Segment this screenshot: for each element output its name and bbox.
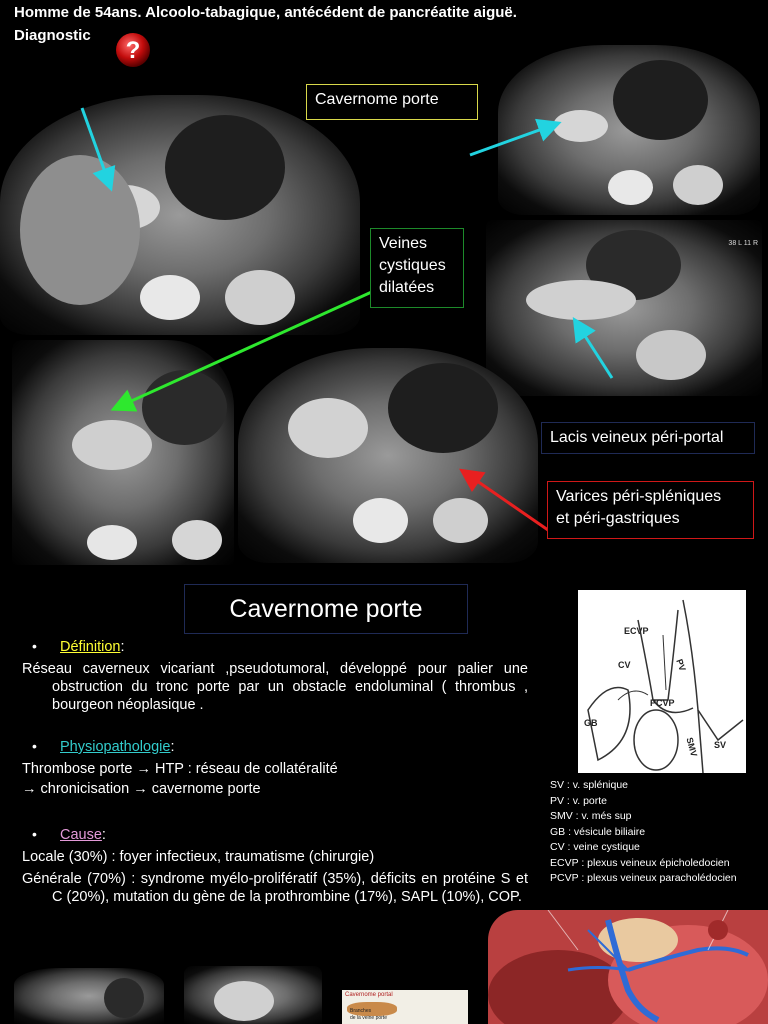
thumbnail-sub1: Branches (350, 1008, 372, 1014)
diagram-label-sv: SV (714, 740, 727, 750)
ct-scan-bottom-2 (184, 966, 322, 1024)
thumbnail-sub2: de la veine porte (350, 1015, 387, 1021)
diagram-label-pcvp: PCVP (650, 698, 675, 708)
cyan-arrow-top-right (470, 124, 556, 155)
physio-line1: Thrombose porte → HTP : réseau de collatéralité (22, 761, 338, 777)
label-varices (547, 481, 754, 539)
bullet-icon: • (32, 826, 37, 842)
anatomy-illustration (488, 910, 768, 1024)
label-lacis-veineux: Lacis veineux péri-portal (541, 422, 755, 454)
diagram-legend (550, 778, 737, 887)
legend-item: PV : v. porte (550, 794, 607, 807)
physio-heading-line (22, 737, 528, 756)
legend-item: PCVP : plexus veineux paracholédocien (550, 872, 737, 884)
cyan-arrow-main (82, 108, 110, 186)
diagram-label-ecvp: ECVP (624, 626, 649, 636)
physio-heading: Physiopathologie (60, 739, 171, 755)
green-arrow (116, 290, 376, 408)
cause-locale: Locale (30%) : foyer infectieux, traumatisme (chirurgie) (22, 849, 375, 865)
header-title: Homme de 54ans. Alcoolo-tabagique, antécédent de pancréatite aiguë. (14, 4, 517, 21)
header-diagnostic: Diagnostic (14, 27, 91, 44)
legend-item: CV : veine cystique (550, 841, 640, 853)
label-veines-line3: dilatées (379, 279, 435, 296)
ct-scan-bottom-1 (14, 968, 164, 1024)
definition-heading-line (22, 637, 528, 656)
cause-colon: : (101, 827, 106, 843)
definition-heading: Définition (60, 639, 121, 655)
legend-item: GB : vésicule biliaire (550, 825, 646, 838)
legend-item: SV : v. splénique (550, 779, 629, 791)
svg-text:?: ? (125, 37, 141, 64)
diagram-label-gb: GB (584, 718, 598, 728)
legend-item: ECVP : plexus veineux épicholedocien (550, 856, 730, 869)
bullet-icon: • (32, 738, 37, 754)
cause-heading: Cause (60, 827, 102, 843)
bullet-icon: • (32, 638, 37, 654)
physio-line2: → chronicisation → cavernome porte (22, 781, 261, 797)
legend-item: SMV : v. més sup (550, 810, 632, 822)
label-varices-line2: et péri-gastriques (556, 510, 680, 527)
cyan-arrow-coronal (576, 322, 612, 378)
physio-colon: : (170, 739, 175, 755)
label-veines-line1: Veines (379, 235, 428, 252)
cause-heading-line (22, 825, 528, 844)
definition-colon: : (120, 639, 125, 655)
cause-generale: Générale (70%) : syndrome myélo-prolifératif (35%), déficits en protéine S et C (20%), mutation du gène de la prothrombine (17%), SAPL (10%), COP. (22, 871, 528, 905)
label-veines-cystiques (370, 228, 464, 308)
definition-text: Réseau caverneux vicariant ,pseudotumoral, développé pour palier une obstruction du tronc porte par un obstacle endoluminal ( thrombus , bourgeon néoplasique . (22, 661, 528, 713)
diagram-label-smv: SMV (684, 736, 700, 758)
label-varices-line1: Varices péri-spléniques (556, 488, 722, 505)
cause-block (22, 825, 528, 906)
diagram-label-pv: PV (674, 657, 688, 673)
thumbnail-title: Cavernome portal (345, 992, 393, 998)
diagram-label-cv: CV (618, 660, 631, 670)
thumbnail-diagram (342, 990, 468, 1024)
label-veines-line2: cystiques (379, 257, 446, 274)
section-title: Cavernome porte (184, 584, 468, 634)
red-arrow (464, 472, 548, 530)
label-cavernome-porte: Cavernome porte (306, 84, 478, 120)
anatomy-illustration-drawing (488, 910, 768, 1024)
physio-block (22, 737, 528, 798)
scan-marker: 38 L 11 R (728, 240, 758, 247)
anatomy-diagram (578, 590, 746, 773)
definition-block (22, 637, 528, 714)
